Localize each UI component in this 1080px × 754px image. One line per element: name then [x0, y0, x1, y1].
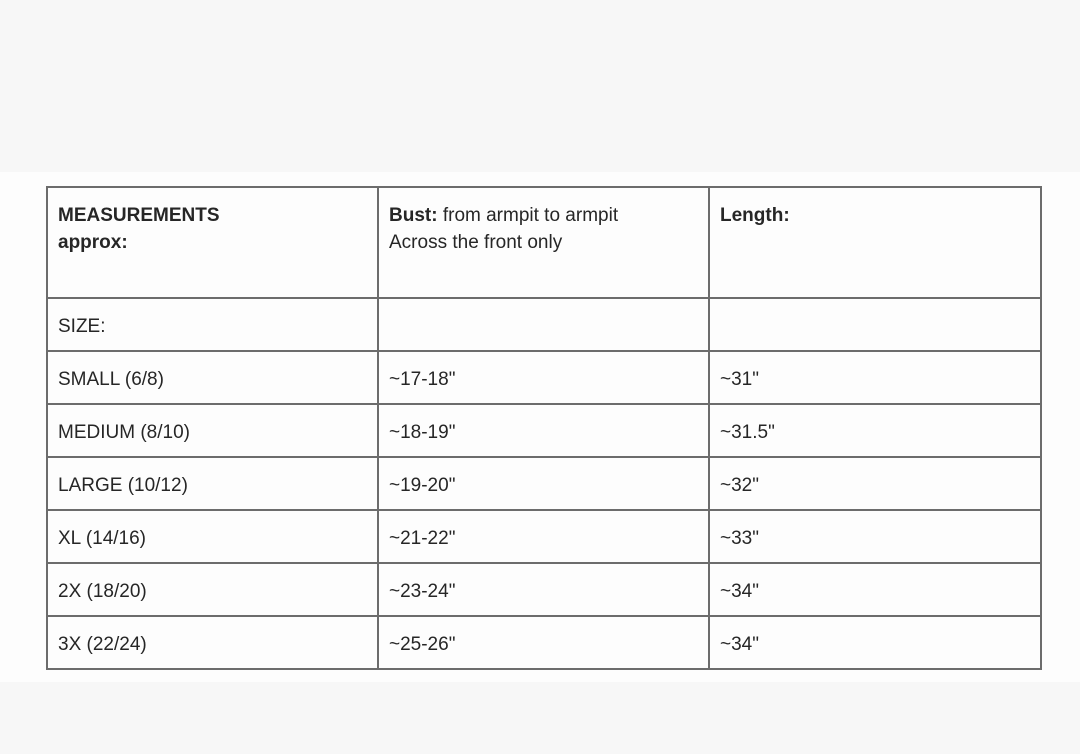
bust-header-cell	[378, 187, 709, 298]
table-row	[47, 351, 1041, 404]
length-cell: ~34"	[709, 563, 1041, 616]
table-row	[47, 563, 1041, 616]
header-row	[47, 187, 1041, 298]
length-cell: ~33"	[709, 510, 1041, 563]
size-length-cell	[709, 298, 1041, 351]
bust-cell: ~19-20"	[378, 457, 709, 510]
length-cell: ~32"	[709, 457, 1041, 510]
length-header-cell	[709, 187, 1041, 298]
bust-cell: ~23-24"	[378, 563, 709, 616]
bust-cell: ~25-26"	[378, 616, 709, 669]
measurements-title: MEASUREMENTS	[58, 205, 220, 226]
table-row	[47, 510, 1041, 563]
measurements-table	[46, 186, 1042, 670]
table-row	[47, 457, 1041, 510]
size-bust-cell	[378, 298, 709, 351]
approx-label: approx:	[58, 232, 128, 253]
bust-cell: ~21-22"	[378, 510, 709, 563]
bust-cell: ~17-18"	[378, 351, 709, 404]
size-cell: LARGE (10/12)	[47, 457, 378, 510]
size-cell: SMALL (6/8)	[47, 351, 378, 404]
measurements-header-cell	[47, 187, 378, 298]
size-chart	[46, 186, 1040, 666]
bust-note: Across the front only	[389, 232, 563, 253]
length-cell: ~31"	[709, 351, 1041, 404]
table-row	[47, 616, 1041, 669]
length-label: Length:	[720, 205, 790, 226]
size-label-row	[47, 298, 1041, 351]
length-cell: ~34"	[709, 616, 1041, 669]
length-cell: ~31.5"	[709, 404, 1041, 457]
bust-cell: ~18-19"	[378, 404, 709, 457]
size-cell: MEDIUM (8/10)	[47, 404, 378, 457]
bust-method: from armpit to armpit	[437, 205, 619, 226]
bust-description	[389, 202, 698, 229]
size-cell: 2X (18/20)	[47, 563, 378, 616]
bust-label: Bust:	[389, 205, 438, 226]
size-cell: 3X (22/24)	[47, 616, 378, 669]
size-label-cell: SIZE:	[47, 298, 378, 351]
size-cell: XL (14/16)	[47, 510, 378, 563]
table-row	[47, 404, 1041, 457]
